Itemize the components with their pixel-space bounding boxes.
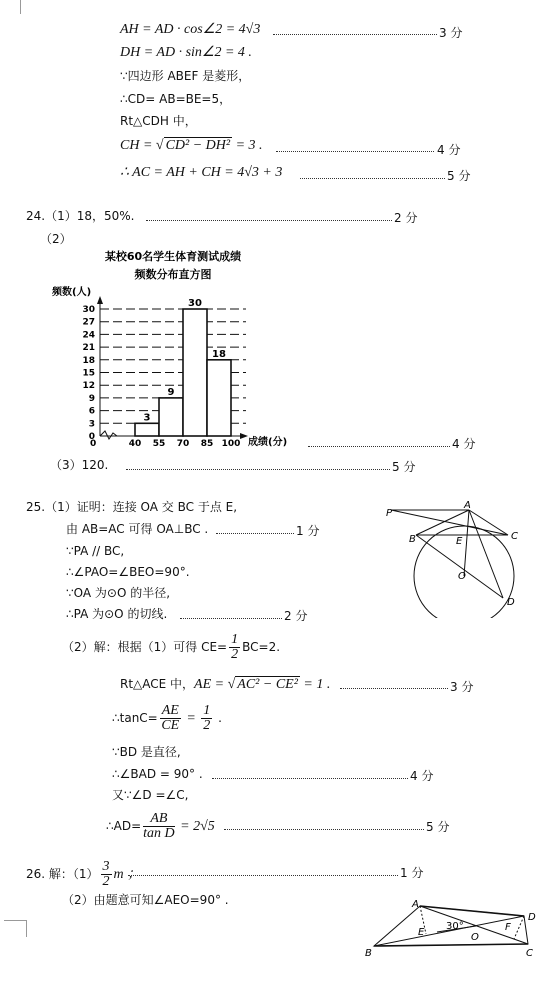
y-tick-label: 9 [88,393,95,404]
y-axis-label: 频数(人) [52,287,92,298]
bar-data-label: 3 [143,412,151,424]
y-tick-label: 0 [88,432,95,442]
q24-part2: （2） [40,232,72,246]
rectangle-figure [364,899,544,961]
bar-data-label: 18 [212,348,226,360]
eq-dh: DH = AD · sin∠2 = 4 . [120,45,252,60]
q25-rt-ace: Rt△ACE 中，AE = √ AC² − CE² = 1 . [120,677,331,692]
equals: = [182,711,200,726]
score-4: 4 分 [452,437,476,451]
q25-part2-tail: BC=2. [242,640,281,654]
fig-label-e: E [456,536,463,547]
x-tick-label: 70 [176,439,190,449]
chart-title: 某校60名学生体育测试成绩 [104,250,242,263]
text-cd: ∴CD= AB=BE=5， [120,92,232,106]
q24-part1: 24.（1）18，50%. [26,209,135,223]
corner-mark-top [4,0,21,14]
score-5: 5 分 [426,820,450,834]
histogram-bar [207,360,231,436]
score-5: 5 分 [392,460,416,474]
leader-dots [340,688,448,689]
eq-ah: AH = AD · cos∠2 = 4√3 [120,22,261,37]
q26-part1 [26,860,141,889]
histogram-chart [50,243,310,453]
q26-part2: （2）由题意可知∠AEO=90° . [62,893,229,907]
eq-ac: ∴ AC = AH + CH = 4√3 + 3 [120,165,283,180]
text-rt-cdh: Rt△CDH 中， [120,114,197,128]
fig-label-d: D [507,597,515,608]
q25-tangent: ∴PA 为⊙O 的切线. [66,607,168,621]
eq-ch: CH = √ CD² − DH² = 3 . [120,138,263,153]
y-tick-label: 3 [88,419,95,430]
q25-oa-perp-bc: 由 AB=AC 可得 OA⊥BC . [66,522,209,536]
fig-label-b: B [365,948,372,959]
q25-part2-intro [62,633,280,662]
eq-ch-lhs: CH = [120,138,156,153]
q25-bd-diameter: ∵BD 是直径, [112,745,181,759]
leader-dots [308,446,450,447]
ad-label: ∴AD= [106,819,142,833]
q25-pa-parallel: ∵PA // BC, [66,544,125,558]
period: . [214,711,222,725]
frac-num: 3 [102,859,110,874]
q25-ad [106,812,215,841]
y-tick-label: 15 [82,368,95,379]
corner-mark-bottom [4,920,27,937]
frac-den: 2 [203,718,211,733]
ad-result: = 2√5 [176,819,215,834]
score-2: 2 分 [284,609,308,623]
fig-label-o: O [471,932,479,943]
score-4: 4 分 [437,143,461,157]
eq-ae-result: = 1 . [299,677,331,692]
eq-ae-lhs: AE = [194,677,228,692]
bar-data-label: 30 [188,298,202,309]
score-3: 3 分 [450,680,474,694]
q26-tail: m ； [113,867,142,882]
eq-ch-radicand: CD² − DH² [165,138,231,153]
y-tick-label: 12 [82,381,95,392]
y-tick-label: 21 [82,343,95,354]
tanc-label: ∴tanC= [112,711,158,725]
leader-dots [128,875,398,876]
fig-label-c: C [526,948,533,959]
chart-subtitle: 频数分布直方图 [134,268,212,281]
fig-label-o: O [458,571,466,582]
q25-tanc [112,704,222,733]
frac-den: tan D [143,826,175,841]
leader-dots [126,469,390,470]
x-tick-label: 85 [200,439,214,449]
x-tick-label: 100 [221,439,241,449]
score-5: 5 分 [447,169,471,183]
x-tick-label: 55 [152,439,166,449]
frac-num: AE [161,703,179,718]
x-axis-label: 成绩(分) [248,437,288,448]
fig-label-f: F [505,922,511,933]
score-1: 1 分 [296,524,320,538]
y-tick-label: 24 [82,330,95,341]
fig-label-a: A [464,500,471,511]
q26-label: 26. 解：（1） [26,867,99,881]
fig-label-d: D [528,912,536,923]
q25-radius: ∵OA 为⊙O 的半径, [66,586,171,600]
histogram-bar [183,309,207,436]
rt-ace-label: Rt△ACE 中， [120,677,195,691]
leader-dots [276,151,434,152]
frac-num: 1 [203,703,211,718]
q25-proof-intro: 25.（1）证明：连接 OA 交 BC 于点 E, [26,500,238,514]
leader-dots [224,829,424,830]
eq-ae-radicand: AC² − CE² [237,677,298,692]
score-1: 1 分 [400,866,424,880]
fig-label-a: A [412,899,419,910]
leader-dots [216,533,294,534]
histogram-bar [135,423,159,436]
x-axis-arrow [240,433,248,439]
origin-label: 0 [90,439,97,449]
y-tick-label: 27 [82,317,95,328]
fig-label-e: E [418,927,425,938]
leader-dots [180,618,282,619]
frac-den: 2 [231,647,239,662]
y-tick-label: 30 [82,305,95,315]
leader-dots [212,778,408,779]
eq-ch-result: = 3 . [232,138,263,153]
bar-data-label: 9 [167,386,175,398]
frac-den: 2 [102,874,110,889]
text-rhombus: ∵四边形 ABEF 是菱形， [120,69,251,83]
leader-dots [300,178,445,179]
fig-label-p: P [386,508,393,519]
circle-figure [383,498,533,618]
leader-dots [146,220,392,221]
q25-part2-text: （2）解：根据（1）可得 CE= [62,640,228,654]
histogram-bar [159,398,183,436]
fig-angle-label: 30° [446,921,464,932]
leader-dots [273,34,437,35]
q25-d-eq-c: 又∵∠D =∠C, [112,788,189,802]
fig-label-c: C [511,531,518,542]
frac-num: 1 [231,632,239,647]
axis-break-mark [100,431,117,439]
frac-num: AB [143,812,175,827]
score-3: 3 分 [439,26,463,40]
y-tick-label: 18 [82,355,95,366]
q24-part3: （3）120. [50,458,109,472]
y-tick-label: 6 [88,406,95,417]
x-tick-label: 40 [128,439,142,449]
q25-angle-90: ∴∠PAO=∠BEO=90°. [66,565,190,579]
q25-bad-90: ∴∠BAD = 90° . [112,767,203,781]
score-4: 4 分 [410,769,434,783]
frac-den: CE [161,718,180,733]
fig-label-b: B [409,534,416,545]
y-axis-arrow [97,296,103,304]
score-2: 2 分 [394,211,418,225]
